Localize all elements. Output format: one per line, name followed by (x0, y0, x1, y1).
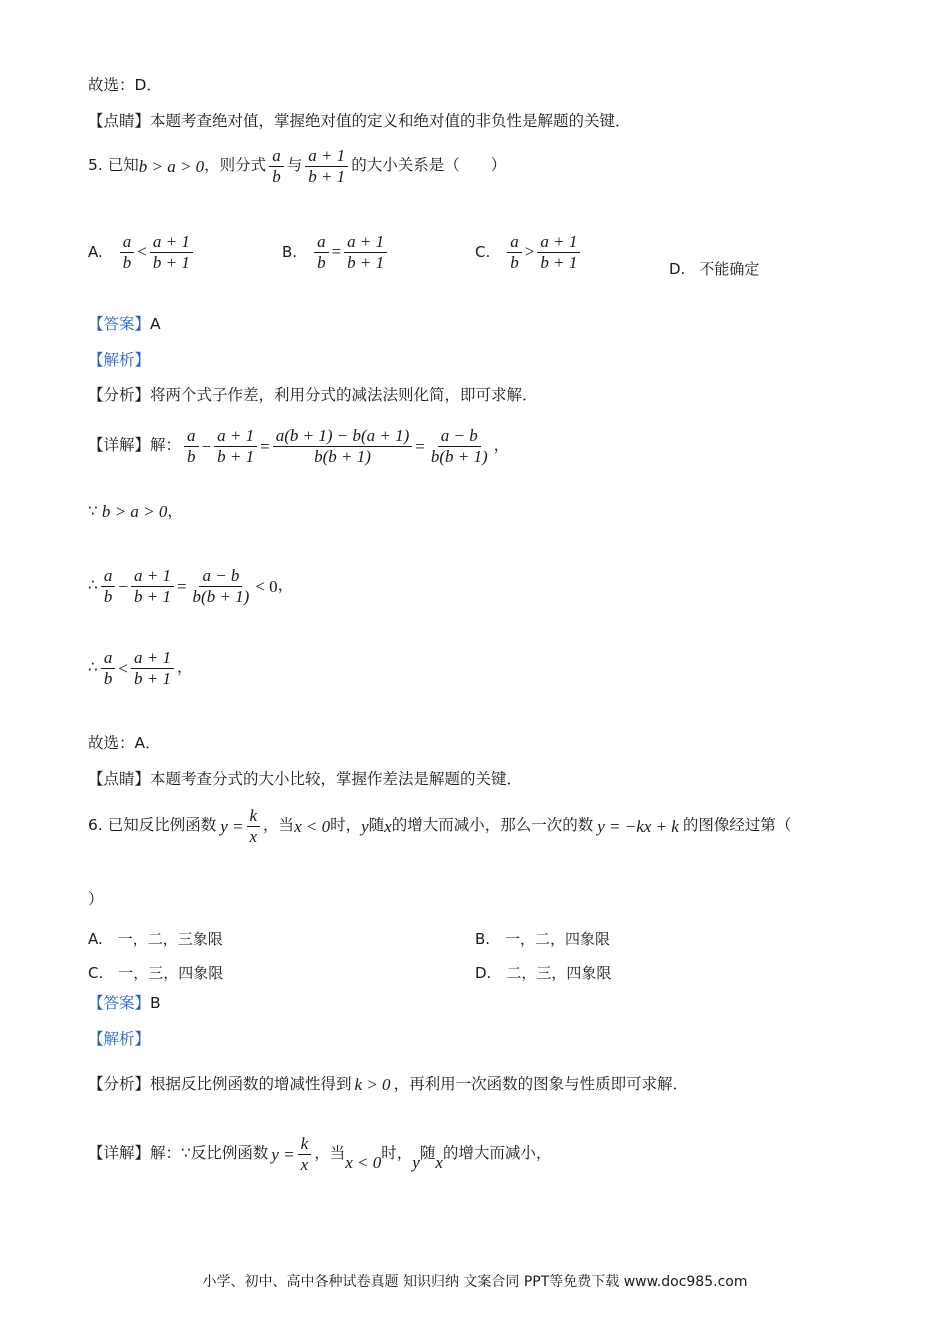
q6-close-paren: ） (88, 890, 104, 908)
q5-suffix: 的大小关系是（ ） (351, 156, 507, 175)
q5-option-b: B. $\frac{a}{b}$ = $\frac{a + 1}{b + 1}$ (282, 232, 390, 272)
solution-5-line-1: 【详解】 解： $\frac{a}{b}$ − $\frac{a + 1}{b + 1}$ = $\frac{a(b + 1) - b(a + 1)}{b(b + 1)}$ = $\frac{a - b}{b(b + 1)}$ ， (88, 426, 510, 466)
answer-choice-line: 故选：D． (88, 76, 162, 94)
jiexi-tag-6: 【解析】 (88, 1030, 151, 1048)
comment-line (88, 114, 631, 130)
q6-option-c: C. 一，三，四象限 (88, 964, 224, 982)
answer-choice-5: 故选：A． (88, 734, 161, 752)
q5-option-d: D. 不能确定 (669, 259, 760, 278)
analysis-5: 【分析】将两个式子作差，利用分式的减法法则化简，即可求解． (88, 386, 538, 404)
comment-text: 本题考查绝对值，掌握绝对值的定义和绝对值的非负性是解题的关键． (150, 112, 631, 130)
condition: b > a > 0 (138, 156, 205, 176)
answer-5: 【答案】A (88, 315, 161, 333)
q5-option-c: C. $\frac{a}{b}$ > $\frac{a + 1}{b + 1}$ (475, 232, 583, 272)
footer-ad: 小学、初中、高中各种试卷真题 知识归纳 文案合同 PPT等免费下载 www.doc985.com (202, 1274, 748, 1290)
q6-option-b: B. 一，二，四象限 (475, 930, 611, 948)
solution-5-line-2: ∵ b > a > 0 ， (88, 501, 183, 521)
solution-5-line-4: ∴ $\frac{a}{b}$ < $\frac{a + 1}{b + 1}$ ， (88, 648, 193, 688)
fraction-a-over-b: $\frac{a}{b}$ (269, 146, 284, 186)
q6-option-d: D. 二，三，四象限 (475, 964, 612, 982)
solution-6-line-1: 【详解】 解：∵反比例函数 y = $\frac{k}{x}$ ，当 x < 0 时， y 随 x 的增大而减小， (88, 1134, 552, 1174)
q5-prefix: 5. 已知 (88, 156, 139, 175)
comment-5: 【点睛】本题考查分式的大小比较，掌握作差法是解题的关键． (88, 770, 523, 788)
answer-6: 【答案】B (88, 994, 161, 1012)
solution-5-line-3: ∴ $\frac{a}{b}$ − $\frac{a + 1}{b + 1}$ = $\frac{a - b}{b(b + 1)}$ < 0 ， (88, 566, 294, 606)
q5-option-a: A. $\frac{a}{b}$ < $\frac{a + 1}{b + 1}$ (88, 232, 196, 272)
analysis-6: 【分析】 根据反比例函数的增减性得到 k > 0 ，再利用一次函数的图象与性质即可求解． (88, 1074, 689, 1094)
question-6: 6. 已知反比例函数 y = $\frac{k}{x}$ ，当 x < 0 时， y 随 x 的增大而减小，那么一次的数 y = −kx + k 的图像经过第（ (88, 806, 792, 846)
q6-option-a: A. 一，二，三象限 (88, 930, 223, 948)
tag: 【点睛】 (88, 112, 151, 130)
question-5 (88, 146, 506, 186)
fraction-a1-over-b1: $\frac{a + 1}{b + 1}$ (305, 146, 348, 186)
q5-mid: ，则分式 (204, 156, 267, 175)
jiexi-tag-5: 【解析】 (88, 351, 151, 369)
q5-and: 与 (286, 156, 303, 175)
